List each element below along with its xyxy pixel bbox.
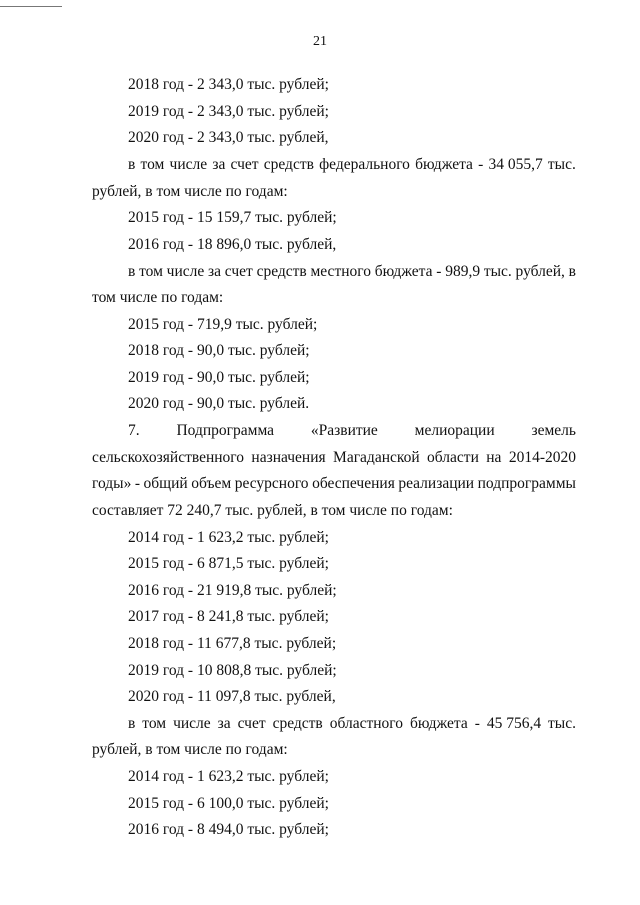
word: средств bbox=[256, 263, 307, 280]
word: обеспечения bbox=[312, 475, 395, 492]
word: Магаданской bbox=[333, 449, 420, 466]
word: том bbox=[140, 156, 165, 173]
text-line: 2019 год - 90,0 тыс. рублей; bbox=[128, 369, 310, 386]
text-line: 2016 год - 18 896,0 тыс. рублей, bbox=[128, 236, 337, 253]
word: мелиорации bbox=[414, 422, 495, 439]
word: годы» bbox=[92, 475, 132, 492]
word: том bbox=[142, 715, 167, 732]
word: 34 055,7 bbox=[488, 156, 543, 173]
text-line: 2015 год - 15 159,7 тыс. рублей; bbox=[128, 209, 337, 226]
text-line: 2015 год - 719,9 тыс. рублей; bbox=[128, 316, 318, 333]
word: в bbox=[128, 263, 136, 280]
word: бюджета bbox=[409, 715, 468, 732]
text-line: 2016 год - 21 919,8 тыс. рублей; bbox=[128, 582, 337, 599]
text-line: 2020 год - 11 097,8 тыс. рублей, bbox=[128, 688, 336, 705]
scan-corner-line bbox=[0, 6, 62, 7]
text-line: 2020 год - 2 343,0 тыс. рублей, bbox=[128, 129, 329, 146]
word: объем bbox=[191, 475, 232, 492]
text-line: том числе по годам: bbox=[92, 289, 224, 306]
word: 2014-2020 bbox=[508, 449, 576, 466]
text-line: 2018 год - 11 677,8 тыс. рублей; bbox=[128, 635, 337, 652]
word: - bbox=[474, 715, 480, 732]
word: федерального bbox=[319, 156, 410, 173]
text-line-justified bbox=[128, 262, 576, 282]
text-line: 2018 год - 2 343,0 тыс. рублей; bbox=[128, 76, 329, 93]
word: числе bbox=[166, 263, 205, 280]
word: Подпрограмма bbox=[176, 422, 275, 439]
word: том bbox=[139, 263, 163, 280]
word: на bbox=[486, 449, 502, 466]
text-line-justified bbox=[128, 421, 576, 441]
word: за bbox=[212, 156, 226, 173]
word: «Развитие bbox=[310, 422, 378, 439]
text-line: 2014 год - 1 623,2 тыс. рублей; bbox=[128, 768, 329, 785]
word: счет bbox=[224, 263, 253, 280]
text-line-justified bbox=[92, 474, 576, 494]
word: реализации bbox=[398, 475, 475, 492]
text-line: 2018 год - 90,0 тыс. рублей; bbox=[128, 342, 310, 359]
text-line: рублей, в том числе по годам: bbox=[92, 183, 288, 200]
word: тыс. bbox=[548, 715, 576, 732]
word: - bbox=[436, 263, 442, 280]
text-line-justified bbox=[128, 714, 576, 734]
word: 7. bbox=[128, 422, 140, 439]
word: средств bbox=[263, 156, 314, 173]
page-number: 21 bbox=[313, 34, 327, 49]
text-line: 2015 год - 6 100,0 тыс. рублей; bbox=[128, 795, 329, 812]
word: ресурсного bbox=[234, 475, 309, 492]
text-line: рублей, в том числе по годам: bbox=[92, 741, 288, 758]
text-line: 2017 год - 8 241,8 тыс. рублей; bbox=[128, 608, 329, 625]
word: земель bbox=[531, 422, 576, 439]
word: за bbox=[208, 263, 222, 280]
word: бюджета bbox=[415, 156, 473, 173]
text-line-justified bbox=[128, 155, 576, 175]
word: в bbox=[128, 715, 136, 732]
word: общий bbox=[143, 475, 188, 492]
word: 989,9 bbox=[445, 263, 481, 280]
text-line: 2019 год - 2 343,0 тыс. рублей; bbox=[128, 103, 329, 120]
text-line: 2014 год - 1 623,2 тыс. рублей; bbox=[128, 529, 329, 546]
word: 45 756,4 bbox=[486, 715, 542, 732]
word: счет bbox=[237, 715, 266, 732]
word: - bbox=[478, 156, 484, 173]
text-line: 2020 год - 90,0 тыс. рублей. bbox=[128, 395, 310, 412]
word: числе bbox=[173, 715, 211, 732]
text-line: 2019 год - 10 808,8 тыс. рублей; bbox=[128, 662, 337, 679]
word: областного bbox=[329, 715, 403, 732]
word: за bbox=[217, 715, 231, 732]
word: - bbox=[134, 475, 141, 492]
word: средств bbox=[272, 715, 323, 732]
word: местного bbox=[310, 263, 371, 280]
word: сельскохозяйственного bbox=[92, 449, 245, 466]
text-line: 2016 год - 8 494,0 тыс. рублей; bbox=[128, 821, 329, 838]
word: счет bbox=[230, 156, 259, 173]
word: в bbox=[128, 156, 136, 173]
text-line-justified bbox=[92, 448, 576, 468]
text-line: составляет 72 240,7 тыс. рублей, в том числе по годам: bbox=[92, 502, 453, 519]
word: назначения bbox=[251, 449, 326, 466]
word: тыс. bbox=[547, 156, 576, 173]
word: бюджета bbox=[374, 263, 433, 280]
word: тыс. bbox=[483, 263, 512, 280]
word: рублей, bbox=[515, 263, 565, 280]
word: области bbox=[427, 449, 479, 466]
word: числе bbox=[169, 156, 208, 173]
word: в bbox=[568, 263, 576, 280]
word: подпрограммы bbox=[477, 475, 576, 492]
text-line: 2015 год - 6 871,5 тыс. рублей; bbox=[128, 555, 329, 572]
